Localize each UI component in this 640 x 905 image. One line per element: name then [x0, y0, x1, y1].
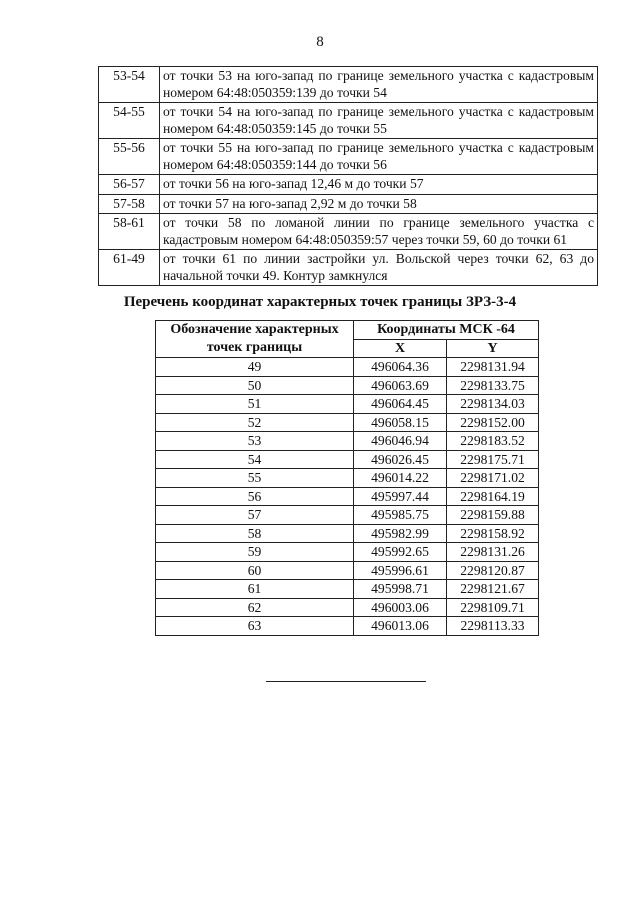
point-number: 62 — [156, 598, 354, 617]
segment-description: от точки 55 на юго-запад по границе земельного участка с кадастровым номером 64:48:050359:144 до точки 56 — [160, 139, 598, 175]
table-row — [99, 214, 598, 250]
x-coordinate: 496013.06 — [354, 617, 447, 636]
table-row — [156, 617, 539, 636]
y-column-header: Y — [447, 339, 539, 358]
table-row — [156, 413, 539, 432]
table-row — [156, 598, 539, 617]
point-designation-header: Обозначение характерных точек границы — [156, 321, 354, 358]
x-coordinate: 495982.99 — [354, 524, 447, 543]
y-coordinate: 2298121.67 — [447, 580, 539, 599]
segment-id: 57-58 — [99, 194, 160, 214]
x-coordinate: 496003.06 — [354, 598, 447, 617]
point-number: 50 — [156, 376, 354, 395]
table-row — [156, 358, 539, 377]
segment-id: 54-55 — [99, 103, 160, 139]
x-coordinate: 496064.36 — [354, 358, 447, 377]
coordinates-table — [155, 320, 539, 636]
y-coordinate: 2298164.19 — [447, 487, 539, 506]
x-column-header: X — [354, 339, 447, 358]
segment-id: 55-56 — [99, 139, 160, 175]
segment-description: от точки 57 на юго-запад 2,92 м до точки 58 — [160, 194, 598, 214]
table-row — [99, 175, 598, 195]
table-row — [156, 450, 539, 469]
table-row — [156, 376, 539, 395]
point-number: 55 — [156, 469, 354, 488]
y-coordinate: 2298109.71 — [447, 598, 539, 617]
x-coordinate: 496058.15 — [354, 413, 447, 432]
table-row — [156, 524, 539, 543]
y-coordinate: 2298158.92 — [447, 524, 539, 543]
segment-id: 56-57 — [99, 175, 160, 195]
x-coordinate: 496026.45 — [354, 450, 447, 469]
table-row — [99, 103, 598, 139]
table-row — [156, 432, 539, 451]
table-row — [156, 395, 539, 414]
table-row — [156, 543, 539, 562]
x-coordinate: 496014.22 — [354, 469, 447, 488]
x-coordinate: 495996.61 — [354, 561, 447, 580]
y-coordinate: 2298131.94 — [447, 358, 539, 377]
table-row — [156, 561, 539, 580]
table-header-row — [156, 321, 539, 340]
x-coordinate: 495998.71 — [354, 580, 447, 599]
y-coordinate: 2298159.88 — [447, 506, 539, 525]
segment-description: от точки 56 на юго-запад 12,46 м до точки 57 — [160, 175, 598, 195]
y-coordinate: 2298133.75 — [447, 376, 539, 395]
table-row — [99, 250, 598, 286]
y-coordinate: 2298152.00 — [447, 413, 539, 432]
separator-line — [266, 681, 426, 682]
coordinates-section-title: Перечень координат характерных точек границы ЗРЗ-3-4 — [123, 294, 517, 310]
y-coordinate: 2298120.87 — [447, 561, 539, 580]
point-number: 59 — [156, 543, 354, 562]
page-number: 8 — [316, 34, 324, 50]
y-coordinate: 2298175.71 — [447, 450, 539, 469]
y-coordinate: 2298183.52 — [447, 432, 539, 451]
coordinate-system-header: Координаты МСК -64 — [354, 321, 539, 340]
point-number: 54 — [156, 450, 354, 469]
point-number: 56 — [156, 487, 354, 506]
x-coordinate: 496046.94 — [354, 432, 447, 451]
x-coordinate: 495997.44 — [354, 487, 447, 506]
segment-description: от точки 54 на юго-запад по границе земельного участка с кадастровым номером 64:48:050359:145 до точки 55 — [160, 103, 598, 139]
point-number: 49 — [156, 358, 354, 377]
x-coordinate: 496063.69 — [354, 376, 447, 395]
point-number: 61 — [156, 580, 354, 599]
table-row — [99, 194, 598, 214]
boundary-segments-table — [98, 66, 598, 286]
segment-description: от точки 58 по ломаной линии по границе земельного участка с кадастровым номером 64:48:050359:57 через точки 59, 60 до точки 61 — [160, 214, 598, 250]
point-number: 63 — [156, 617, 354, 636]
point-number: 52 — [156, 413, 354, 432]
y-coordinate: 2298171.02 — [447, 469, 539, 488]
table-row — [156, 506, 539, 525]
segment-description: от точки 61 по линии застройки ул. Вольской через точки 62, 63 до начальной точки 49. Контур замкнулся — [160, 250, 598, 286]
point-number: 53 — [156, 432, 354, 451]
point-number: 60 — [156, 561, 354, 580]
x-coordinate: 495985.75 — [354, 506, 447, 525]
x-coordinate: 496064.45 — [354, 395, 447, 414]
table-row — [99, 67, 598, 103]
table-row — [156, 487, 539, 506]
table-row — [156, 580, 539, 599]
table-row — [99, 139, 598, 175]
segment-description: от точки 53 на юго-запад по границе земельного участка с кадастровым номером 64:48:050359:139 до точки 54 — [160, 67, 598, 103]
x-coordinate: 495992.65 — [354, 543, 447, 562]
point-number: 57 — [156, 506, 354, 525]
y-coordinate: 2298134.03 — [447, 395, 539, 414]
point-number: 58 — [156, 524, 354, 543]
segment-id: 53-54 — [99, 67, 160, 103]
table-row — [156, 469, 539, 488]
y-coordinate: 2298131.26 — [447, 543, 539, 562]
point-number: 51 — [156, 395, 354, 414]
y-coordinate: 2298113.33 — [447, 617, 539, 636]
segment-id: 58-61 — [99, 214, 160, 250]
segment-id: 61-49 — [99, 250, 160, 286]
